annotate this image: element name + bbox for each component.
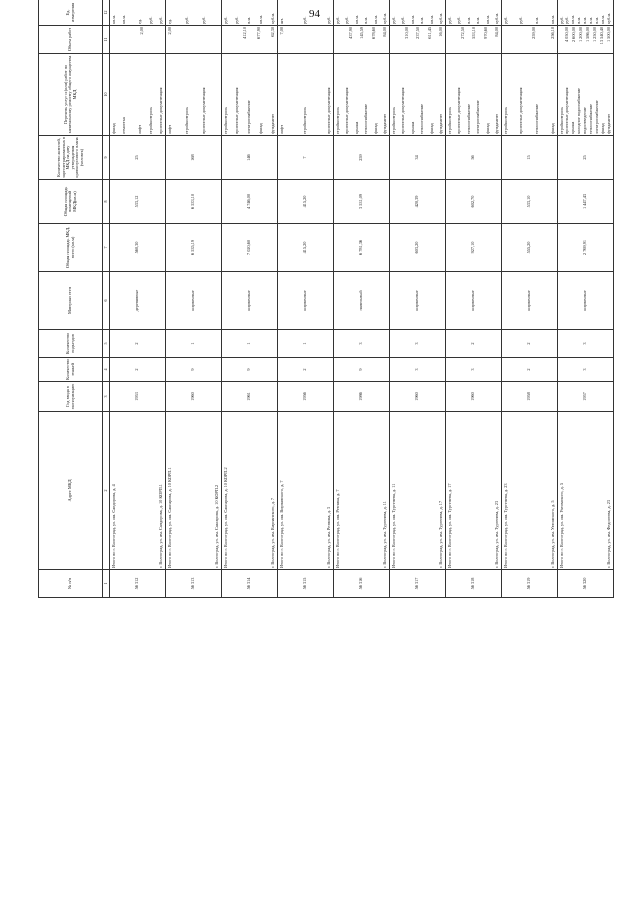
table-cell: 25 bbox=[110, 136, 166, 180]
table-cell: 3 bbox=[558, 358, 614, 382]
cell-line: 256,10 bbox=[549, 27, 555, 39]
cell-line: 1 586,00 bbox=[584, 27, 590, 43]
table-cell: 1 bbox=[222, 330, 278, 358]
table-cell: панельный bbox=[334, 272, 390, 330]
table-cell bbox=[110, 26, 166, 54]
table-cell bbox=[222, 0, 278, 26]
cell-line: фундамент bbox=[382, 113, 387, 134]
table-cell bbox=[278, 0, 334, 26]
table-cell: 56 313 bbox=[166, 570, 222, 598]
cell-line: 2,00 bbox=[139, 27, 144, 35]
cell-line: проектные документация bbox=[518, 87, 524, 134]
table-cell bbox=[334, 26, 390, 54]
cell-line: п.м. bbox=[363, 16, 368, 24]
cell-line: ед. bbox=[137, 18, 143, 24]
cell-line: г. Волгоград, ул. им. Федосеева, д. 23 bbox=[606, 499, 611, 568]
cell-line: 970,60 bbox=[482, 27, 488, 39]
cell-line: куб.м. bbox=[382, 12, 387, 24]
table-cell: 3 bbox=[334, 330, 390, 358]
header-cell: Количество подъездов bbox=[39, 330, 103, 358]
cell-line: крыша bbox=[570, 121, 576, 134]
cell-line: руб. bbox=[234, 16, 240, 24]
table-cell: 3 bbox=[446, 358, 502, 382]
cell-line: Итого по г. Волгоград, ул. им. Сандорова, д. 4 bbox=[110, 484, 116, 568]
table-cell bbox=[278, 412, 334, 570]
cell-line: Итого по г. Волгоград, ул. им. Резника, д. 7 bbox=[334, 489, 340, 568]
table-cell: 1 447,43 bbox=[558, 180, 614, 224]
table-cell: кирпичные bbox=[502, 272, 558, 330]
table-cell: кирпичные bbox=[390, 272, 446, 330]
table-cell bbox=[390, 0, 446, 26]
header-row bbox=[39, 0, 103, 598]
cell-line: проектные документация bbox=[157, 87, 163, 134]
table-cell bbox=[502, 54, 558, 136]
table-cell bbox=[278, 26, 334, 54]
header-cell: Перечень услуг и (или) работ по капитальному ремонту общего имущества МКД bbox=[39, 54, 103, 136]
cell-line: 1 500,00 bbox=[606, 27, 611, 43]
table-cell: 2 bbox=[110, 358, 166, 382]
table-row bbox=[502, 0, 558, 598]
table-cell bbox=[166, 54, 222, 136]
column-number: 10 bbox=[103, 54, 110, 136]
cell-line: шт. bbox=[278, 18, 284, 24]
cell-line: 13 540,40 bbox=[598, 27, 604, 45]
cell-line: проектные документация bbox=[201, 87, 207, 134]
table-cell bbox=[446, 0, 502, 26]
cell-line: теплоснабжение bbox=[419, 103, 424, 134]
cell-line: 310,00 bbox=[404, 27, 410, 39]
cell-line: 2 600,00 bbox=[570, 27, 576, 43]
table-cell bbox=[446, 412, 502, 570]
cell-line: 611,45 bbox=[426, 27, 432, 39]
cell-line: стройконтроль bbox=[222, 106, 228, 134]
column-number: 9 bbox=[103, 136, 110, 180]
cell-line: лифт bbox=[137, 124, 143, 134]
table-cell: 9 bbox=[222, 358, 278, 382]
table-cell: 1960 bbox=[446, 382, 502, 412]
table-cell: 7 bbox=[278, 136, 334, 180]
cell-line: руб. bbox=[334, 16, 340, 24]
cell-line: проектные документация bbox=[400, 87, 405, 134]
cell-line: 437,90 bbox=[348, 27, 354, 39]
cell-line: п.м. bbox=[582, 16, 588, 24]
cell-line: руб. bbox=[564, 16, 570, 24]
table-cell: деревянные bbox=[110, 272, 166, 330]
cell-line: 553,10 bbox=[471, 27, 477, 39]
table-cell bbox=[222, 54, 278, 136]
cell-line: Итого по г. Волгоград, ул. им. Саксарова, д. 10 КОРП.1 bbox=[166, 467, 172, 568]
table-cell: 3 bbox=[390, 358, 446, 382]
cell-line: фасад bbox=[484, 123, 490, 134]
cell-line: руб. bbox=[558, 16, 564, 24]
table-cell: 25 bbox=[558, 136, 614, 180]
table-cell: 1957 bbox=[558, 382, 614, 412]
cell-line: руб. bbox=[390, 16, 396, 24]
column-number: 11 bbox=[103, 26, 110, 54]
cell-line: фундамент bbox=[606, 113, 611, 134]
column-number: 6 bbox=[103, 272, 110, 330]
table-cell: 3 bbox=[558, 330, 614, 358]
cell-line: 2,00 bbox=[166, 27, 172, 35]
cell-line: теплоснабжение bbox=[363, 103, 368, 134]
table-cell: 6 533,10 bbox=[166, 180, 222, 224]
table-cell bbox=[502, 412, 558, 570]
table-cell bbox=[166, 0, 222, 26]
cell-line: теплоснабжение bbox=[588, 103, 594, 134]
cell-line: электроснабжение bbox=[594, 100, 600, 134]
table-cell: 56 315 bbox=[278, 570, 334, 598]
table-cell: 56 312 bbox=[110, 570, 166, 598]
header-cell: Материал стен bbox=[39, 272, 103, 330]
column-number: 4 bbox=[103, 358, 110, 382]
cell-line: 259,00 bbox=[531, 27, 537, 39]
cell-line: крыша bbox=[353, 121, 359, 134]
table-cell: 420,39 bbox=[390, 180, 446, 224]
cell-line: г. Волгоград, ул. им. Вирпанского, д. 7 bbox=[270, 497, 275, 568]
cell-line: руб. bbox=[326, 16, 331, 24]
cell-line: г. Волгоград, ул. им. Сандорова, д. 10 КОРП.1 bbox=[158, 484, 163, 568]
cell-line: 7,00 bbox=[278, 27, 284, 35]
table-cell: 1961 bbox=[222, 382, 278, 412]
cell-line: электроснабжение bbox=[475, 100, 480, 134]
cell-line: фасад bbox=[110, 123, 116, 134]
table-cell: 168 bbox=[166, 136, 222, 180]
table-cell: 533,10 bbox=[502, 180, 558, 224]
table-cell bbox=[390, 412, 446, 570]
cell-line: кв.м. bbox=[353, 15, 359, 24]
cell-line: стройконтроль bbox=[334, 106, 340, 134]
cell-line: теплоснабжение bbox=[465, 103, 471, 134]
cell-line: куб.м. bbox=[494, 12, 499, 24]
table-cell: кирпичные bbox=[558, 272, 614, 330]
table-cell: 15 bbox=[502, 136, 558, 180]
cell-line: 62,30 bbox=[270, 27, 275, 37]
header-cell: № п/п bbox=[39, 570, 103, 598]
cell-line: стройконтроль bbox=[302, 106, 308, 134]
table-cell: 3 531,09 bbox=[334, 180, 390, 224]
table-cell bbox=[334, 0, 390, 26]
cell-line: стройконтроль bbox=[147, 106, 153, 134]
cell-line: фасад bbox=[549, 123, 555, 134]
table-row bbox=[558, 0, 614, 598]
cell-line: отмостка bbox=[120, 117, 126, 134]
table-cell bbox=[390, 54, 446, 136]
cell-line: руб. bbox=[456, 16, 461, 24]
cell-line: кв.м. bbox=[120, 15, 126, 24]
cell-line: кв.м. bbox=[258, 15, 264, 24]
cell-line: фундамент bbox=[270, 113, 275, 134]
cell-line: п.м. bbox=[576, 16, 582, 24]
column-number: 3 bbox=[103, 382, 110, 412]
column-number: 8 bbox=[103, 180, 110, 224]
table-cell bbox=[502, 26, 558, 54]
table-cell: 6 535,19 bbox=[166, 224, 222, 272]
table-cell bbox=[502, 0, 558, 26]
cell-line: п.м. bbox=[588, 16, 594, 24]
cell-line: г. Волгоград, ул. им. Ухтомского, д. 5 bbox=[550, 500, 555, 568]
cell-line: г. Волгоград, ул. им. Резника, д. 3 bbox=[326, 506, 331, 568]
cell-line: стройконтроль bbox=[390, 106, 396, 134]
cell-line: куб.м. bbox=[270, 12, 275, 24]
column-number: 2 bbox=[103, 412, 110, 570]
cell-line: 237,50 bbox=[415, 27, 421, 39]
cell-line: стройконтроль bbox=[446, 106, 452, 134]
cell-line: Итого по г. Волгоград, ул. им. Вирпанского, д. 7 bbox=[278, 480, 284, 568]
cell-line: фундамент bbox=[438, 113, 443, 134]
column-number: 12 bbox=[103, 0, 110, 26]
table-cell: 602,70 bbox=[446, 180, 502, 224]
table-cell: 4 746,00 bbox=[222, 180, 278, 224]
table-cell: кирпичные bbox=[166, 272, 222, 330]
cell-line: Итого по г. Волгоград, ул. им. Тургенева, д. 17 bbox=[446, 483, 452, 568]
table-cell: 56 318 bbox=[446, 570, 502, 598]
cell-line: руб. bbox=[201, 16, 207, 24]
table-row bbox=[446, 0, 502, 598]
table-cell: 7 020,60 bbox=[222, 224, 278, 272]
cell-line: п.м. bbox=[419, 16, 424, 24]
cell-line: фасад bbox=[600, 123, 606, 134]
cell-line: кв.м. bbox=[428, 15, 434, 24]
cell-line: 272,50 bbox=[460, 27, 466, 39]
cell-line: 4 050,00 bbox=[563, 27, 569, 43]
cell-line: п.м. bbox=[534, 16, 540, 24]
table-cell: 56 317 bbox=[390, 570, 446, 598]
table-cell bbox=[222, 412, 278, 570]
cell-line: 16,00 bbox=[437, 27, 443, 37]
column-number: 1 bbox=[103, 570, 110, 598]
cell-line: холодное водоснабжение bbox=[576, 88, 582, 134]
header-cell: Количество жителей, зарегистрированных в МКД на дату утверждения краткосрочного плана (человек) bbox=[39, 136, 103, 180]
table-cell bbox=[446, 26, 502, 54]
table-cell: 2 bbox=[446, 330, 502, 358]
cell-line: крыша bbox=[409, 121, 415, 134]
table-cell: 56 319 bbox=[502, 570, 558, 598]
cell-line: 145,59 bbox=[359, 27, 365, 39]
header-cell: Год ввода в эксплуатацию bbox=[39, 382, 103, 412]
table-cell: 1986 bbox=[334, 382, 390, 412]
cell-line: 678,60 bbox=[370, 27, 376, 39]
cell-line: г. Волгоград, ул. им. Саксарова, д. 10 КОРП.2 bbox=[214, 484, 219, 568]
header-cell: Количество этажей bbox=[39, 358, 103, 382]
cell-line: фундамент bbox=[494, 113, 499, 134]
table-cell: кирпичные bbox=[446, 272, 502, 330]
column-number: 5 bbox=[103, 330, 110, 358]
cell-line: руб. bbox=[502, 16, 508, 24]
cell-line: кв.м. bbox=[570, 15, 576, 24]
cell-line: кв.м. bbox=[409, 15, 415, 24]
table-cell bbox=[558, 412, 614, 570]
table-cell: 555,20 bbox=[502, 224, 558, 272]
table-cell: 9 bbox=[166, 358, 222, 382]
cell-line: ед. bbox=[166, 18, 172, 24]
table-cell: 56 320 bbox=[558, 570, 614, 598]
page-number: 94 bbox=[309, 8, 320, 20]
header-cell: Адрес МКД bbox=[39, 412, 103, 570]
cell-line: проектные документация bbox=[564, 87, 570, 134]
cell-line: проектные документация bbox=[456, 87, 461, 134]
table-cell: 9 bbox=[334, 358, 390, 382]
table-cell: 533,12 bbox=[110, 180, 166, 224]
column-number: 7 bbox=[103, 224, 110, 272]
table-cell bbox=[278, 54, 334, 136]
cell-line: стройконтроль bbox=[183, 106, 189, 134]
cell-line: проектные документация bbox=[326, 87, 331, 134]
cell-line: куб.м. bbox=[438, 12, 443, 24]
cell-line: стройконтроль bbox=[502, 106, 508, 134]
cell-line: лифт bbox=[278, 124, 284, 134]
cell-line: электроснабжение bbox=[246, 100, 252, 134]
cell-line: руб. bbox=[344, 16, 349, 24]
table-cell bbox=[110, 0, 166, 26]
cell-line: проектные документация bbox=[234, 87, 240, 134]
table-cell: 2 bbox=[278, 358, 334, 382]
table-cell: 2 bbox=[110, 330, 166, 358]
table-row bbox=[390, 0, 446, 598]
cell-line: г. Волгоград, ул. им. Тургенева, д. 17 bbox=[438, 500, 443, 568]
cell-line: Итого по г. Волгоград, ул. им. Ухтомского, д. 5 bbox=[558, 483, 564, 568]
cell-line: 84,00 bbox=[493, 27, 499, 37]
cell-line: руб. bbox=[147, 16, 153, 24]
table-body bbox=[110, 0, 614, 598]
table-cell: 1 bbox=[166, 330, 222, 358]
cell-line: фасад bbox=[372, 123, 378, 134]
table-cell: 2 bbox=[502, 358, 558, 382]
cell-line: 84,00 bbox=[381, 27, 387, 37]
table-cell bbox=[390, 26, 446, 54]
capital-repair-table bbox=[38, 0, 614, 598]
header-cell: Общая площадь МКД, всего (кв.м) bbox=[39, 224, 103, 272]
table-cell: 1960 bbox=[166, 382, 222, 412]
table-cell bbox=[334, 412, 390, 570]
table-cell: 560,30 bbox=[110, 224, 166, 272]
cell-line: руб. bbox=[518, 16, 524, 24]
cell-line: 1 250,00 bbox=[591, 27, 597, 43]
cell-line: кв.м. bbox=[600, 15, 606, 24]
header-cell: Общая площадь помещений МКД(кв.м) bbox=[39, 180, 103, 224]
cell-line: руб. bbox=[157, 16, 163, 24]
table-row bbox=[166, 0, 222, 598]
column-number-row bbox=[103, 0, 110, 598]
table-cell: 1960 bbox=[390, 382, 446, 412]
landscape-sheet bbox=[38, 0, 612, 598]
table-cell: кирпичные bbox=[222, 272, 278, 330]
cell-line: Итого по г. Волгоград, ул. им. Тургенева, д. 11 bbox=[390, 483, 396, 568]
cell-line: руб. bbox=[302, 16, 308, 24]
cell-line: 677,90 bbox=[255, 27, 261, 39]
table-row bbox=[334, 0, 390, 598]
table-cell: 415,20 bbox=[278, 180, 334, 224]
table-cell: 927,10 bbox=[446, 224, 502, 272]
cell-line: 1 200,00 bbox=[577, 27, 583, 43]
table-cell bbox=[166, 412, 222, 570]
table-cell: 1956 bbox=[278, 382, 334, 412]
table-cell: 146 bbox=[222, 136, 278, 180]
cell-line: куб.м. bbox=[606, 12, 611, 24]
table-cell: 56 bbox=[446, 136, 502, 180]
cell-line: г. Волгоград, ул. им. Тургенева, д. 23 bbox=[494, 500, 499, 568]
table-cell: 2 769,91 bbox=[558, 224, 614, 272]
table-cell: 3 bbox=[390, 330, 446, 358]
cell-line: теплоснабжение bbox=[534, 103, 540, 134]
table-cell bbox=[110, 412, 166, 570]
table-cell bbox=[558, 54, 614, 136]
cell-line: водоотведение bbox=[582, 107, 588, 134]
cell-line: п.м. bbox=[246, 16, 252, 24]
cell-line: фасад bbox=[428, 123, 434, 134]
table-cell bbox=[446, 54, 502, 136]
table-cell bbox=[558, 0, 614, 26]
table-cell: 259 bbox=[334, 136, 390, 180]
table-cell: 34 bbox=[390, 136, 446, 180]
table-cell bbox=[222, 26, 278, 54]
table-cell: кирпичные bbox=[278, 272, 334, 330]
cell-line: руб. bbox=[183, 16, 189, 24]
cell-line: Итого по г. Волгоград, ул. им. Тургенева, д. 23 bbox=[502, 483, 508, 568]
cell-line: п.м. bbox=[594, 16, 600, 24]
table-row bbox=[222, 0, 278, 598]
cell-line: п.м. bbox=[465, 16, 471, 24]
table-cell: 1958 bbox=[502, 382, 558, 412]
cell-line: кв.м. bbox=[484, 15, 490, 24]
cell-line: руб. bbox=[222, 16, 228, 24]
cell-line: фасад bbox=[258, 123, 264, 134]
table-cell: 56 314 bbox=[222, 570, 278, 598]
table-cell bbox=[166, 26, 222, 54]
header-cell: Объем работ bbox=[39, 26, 103, 54]
table-cell: 1 bbox=[278, 330, 334, 358]
header-cell: Ед. измерения bbox=[39, 0, 103, 26]
table-cell: 415,20 bbox=[278, 224, 334, 272]
cell-line: кв.м. bbox=[549, 15, 555, 24]
cell-line: стройконтроль bbox=[558, 106, 564, 134]
cell-line: кв.м. bbox=[110, 15, 116, 24]
table-row bbox=[278, 0, 334, 598]
cell-line: г. Волгоград, ул. им. Тургенева, д. 11 bbox=[382, 501, 387, 568]
table-row bbox=[110, 0, 166, 598]
table-cell: 1953 bbox=[110, 382, 166, 412]
cell-line: руб. bbox=[446, 16, 452, 24]
cell-line: 412,10 bbox=[241, 27, 247, 39]
cell-line: Итого по г. Волгоград, ул. им. Саксарова, д. 10 КОРП.2 bbox=[222, 467, 228, 568]
table-cell bbox=[334, 54, 390, 136]
table-cell bbox=[558, 26, 614, 54]
cell-line: руб. bbox=[400, 16, 405, 24]
table-cell: 56 316 bbox=[334, 570, 390, 598]
cell-line: лифт bbox=[166, 124, 172, 134]
table-cell: 6 781,36 bbox=[334, 224, 390, 272]
cell-line: проектные документация bbox=[344, 87, 349, 134]
table-cell: 603,20 bbox=[390, 224, 446, 272]
cell-line: кв.м. bbox=[372, 15, 378, 24]
table-cell bbox=[110, 54, 166, 136]
cell-line: п.м. bbox=[475, 16, 480, 24]
table-cell: 2 bbox=[502, 330, 558, 358]
